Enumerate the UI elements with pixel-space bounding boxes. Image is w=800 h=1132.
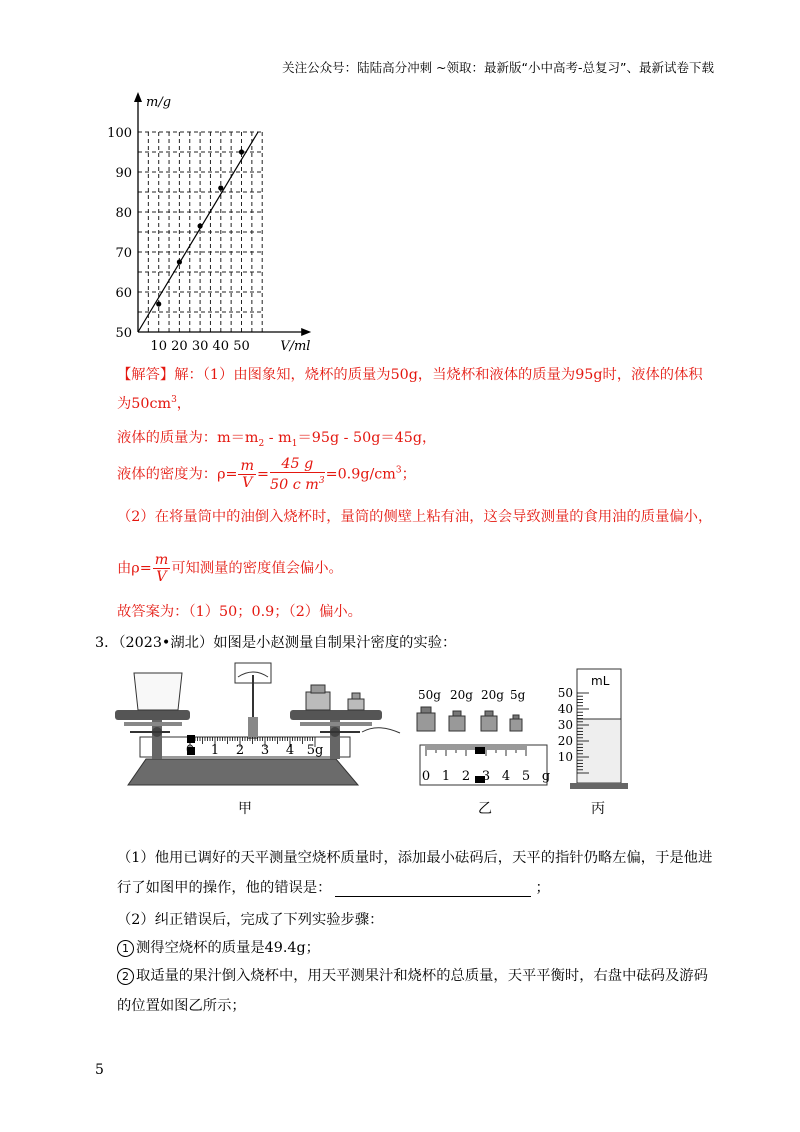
y-tick-label: 80 — [115, 206, 132, 221]
data-point — [177, 259, 182, 264]
y-tick-label: 100 — [107, 126, 132, 141]
mass-volume-chart — [100, 88, 340, 358]
scale-label: 3 — [260, 743, 270, 758]
answer-line: 故答案为：（1）50；0.9；（2）偏小。 — [117, 604, 362, 620]
weight-20g-a-icon — [449, 716, 465, 731]
scale-label: 2 — [461, 769, 471, 784]
step-2-line-2: 的位置如图乙所示； — [117, 998, 246, 1014]
data-point — [239, 149, 244, 154]
data-point — [198, 223, 203, 228]
answer-blank[interactable] — [335, 882, 531, 897]
solution-line-3: 液体的质量为：$m=m_2$ ‐ $m_1=95g$ ‐ 50g＝45g， — [117, 430, 437, 449]
x-tick-label: 30 — [191, 339, 209, 354]
x-axis-arrow-icon — [301, 328, 311, 336]
fit-line — [138, 132, 258, 332]
question-3-stem: 3．（2023•湖北）如图是小赵测量自制果汁密度的实验： — [95, 635, 457, 651]
graduated-cylinder-bing — [558, 669, 628, 815]
solution-tag: 【解答】 — [117, 367, 175, 383]
y-axis-label: m/g — [146, 95, 172, 110]
data-point — [156, 301, 161, 306]
data-point — [218, 185, 223, 190]
label-yi: 乙 — [478, 801, 492, 815]
circled-number-1: 1 — [117, 940, 134, 957]
solution-line-5: （2）在将量筒中的油倒入烧杯时，量筒的侧壁上粘有油，这会导致测量的食用油的质量偏小， — [117, 509, 713, 525]
scale-label: 2 — [235, 743, 245, 758]
cylinder-tick-label: 40 — [557, 702, 573, 716]
part-1-line-1: （1）他用已调好的天平测量空烧杯质量时，添加最小砝码后，天平的指针仍略左偏，于是他进 — [117, 850, 713, 866]
part-1-line-2: 行了如图甲的操作，他的错误是： ； — [117, 880, 550, 896]
weight-label-20g-a: 20g — [450, 688, 473, 702]
y-tick-label: 90 — [115, 166, 132, 181]
page-number: 5 — [95, 1062, 104, 1078]
x-tick-label: 10 — [150, 339, 167, 354]
solution-line-4: 液体的密度为：ρ= $\frac{m}{V}$ = $\frac{45 g}{50 c m^3}$ $=0.9g/cm^3$； — [117, 456, 416, 493]
weights-and-slider-yi — [417, 688, 550, 815]
label-bing: 丙 — [591, 801, 605, 815]
experiment-figure — [110, 655, 660, 815]
scale-label: 1 — [441, 769, 451, 784]
fraction-m-over-v-2: $\frac{m}{V}$ — [154, 552, 169, 585]
scale-label: 4 — [501, 769, 511, 784]
y-tick-label: 60 — [115, 286, 132, 301]
label-jia: 甲 — [238, 801, 252, 815]
cylinder-tick-label: 30 — [557, 718, 573, 732]
weight-5g-icon — [510, 719, 522, 731]
scale-label: 5g — [306, 743, 324, 758]
y-tick-label: 70 — [115, 246, 132, 261]
weight-label-50g: 50g — [418, 688, 441, 702]
x-tick-label: 20 — [171, 339, 188, 354]
weight-label-20g-b: 20g — [481, 688, 504, 702]
scale-label: 0 — [185, 743, 195, 758]
scale-label: 4 — [285, 743, 295, 758]
scale-label: 5 — [521, 769, 531, 784]
cylinder-tick-label: 50 — [557, 686, 573, 700]
solution-line-2: 为$50cm^3$， — [117, 395, 192, 412]
balance-jia — [115, 663, 400, 815]
scale-label: g — [541, 769, 551, 784]
cylinder-tick-label: 10 — [557, 750, 573, 764]
step-1: 1 测得空烧杯的质量是49.4g； — [117, 937, 320, 957]
solution-line-1: 【解答】解：（1）由图象知，烧杯的质量为50g，当烧杯和液体的质量为95g时，液体的体积 — [117, 367, 703, 383]
cylinder-unit: mL — [591, 674, 610, 688]
scale-label: 0 — [421, 769, 431, 784]
scale-label: 1 — [210, 743, 220, 758]
weight-label-5g: 5g — [510, 688, 526, 702]
cylinder-tick-label: 20 — [557, 734, 573, 748]
fraction-45-over-50: $\frac{45 g}{50 c m^3}$ — [270, 456, 325, 493]
circled-number-2: 2 — [117, 968, 134, 985]
x-tick-label: 40 — [212, 339, 230, 354]
x-axis-label: V/ml — [280, 339, 311, 354]
fraction-m-over-v: $\frac{m}{V}$ — [240, 457, 255, 491]
y-tick-label: 50 — [115, 326, 132, 341]
step-2: 2 取适量的果汁倒入烧杯中，用天平测果汁和烧杯的总质量，天平平衡时，右盘中砝码及游码 — [117, 965, 708, 985]
solution-line-6: 由ρ= $\frac{m}{V}$ 可知测量的密度值会偏小。 — [117, 552, 343, 585]
y-axis-arrow-icon — [134, 92, 142, 102]
x-tick-label: 50 — [233, 339, 250, 354]
scale-label: 3 — [481, 769, 491, 784]
weight-50g-icon — [417, 713, 435, 731]
part-2: （2）纠正错误后，完成了下列实验步骤： — [117, 912, 384, 928]
weight-20g-b-icon — [481, 716, 497, 731]
page-header: 关注公众号：陆陆高分冲刺 ~领取：最新版“小中高考-总复习”、最新试卷下载 — [282, 60, 714, 75]
